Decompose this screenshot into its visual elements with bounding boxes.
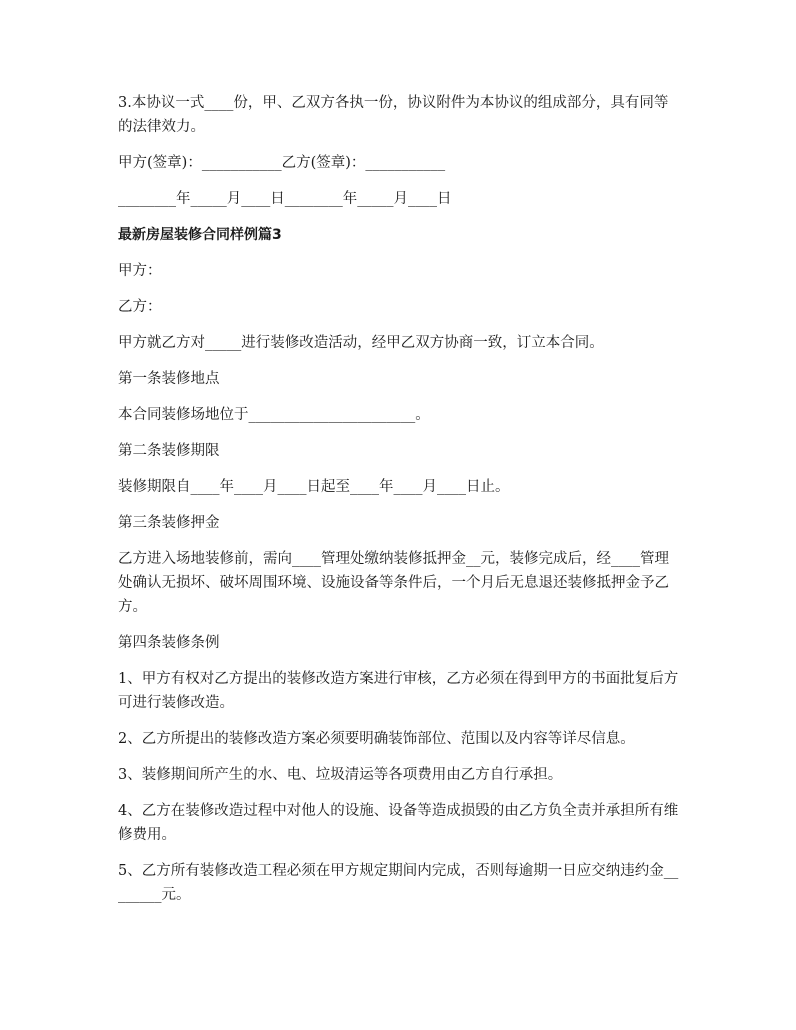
article-3-body: 乙方进入场地装修前，需向____管理处缴纳装修抵押金__元，装修完成后，经____管理处确认无损坏、破坏周围环境、设施设备等条件后，一个月后无息退还装修抵押金予乙方。 [118, 551, 669, 615]
article-2-title: 第二条装修期限 [118, 443, 220, 459]
rule-5: 5、乙方所有装修改造工程必须在甲方规定期间内完成，否则每逾期一日应交纳违约金________元。 [118, 863, 679, 903]
rule-3: 3、装修期间所产生的水、电、垃圾清运等各项费用由乙方自行承担。 [118, 767, 563, 783]
article-3-title: 第三条装修押金 [118, 515, 220, 531]
article-4-title: 第四条装修条例 [118, 635, 220, 651]
clause-copies: 3.本协议一式____份，甲、乙双方各执一份，协议附件为本协议的组成部分，具有同等的法律效力。 [118, 95, 669, 135]
party-a-field: 甲方： [118, 263, 162, 279]
article-2-body: 装修期限自____年____月____日起至____年____月____日止。 [118, 479, 510, 495]
article-1-title: 第一条装修地点 [118, 371, 220, 387]
rule-1: 1、甲方有权对乙方提出的装修改造方案进行审核，乙方必须在得到甲方的书面批复后方可进行装修改造。 [118, 671, 679, 711]
document-body [118, 91, 682, 919]
party-b-field: 乙方： [118, 299, 162, 315]
rule-2: 2、乙方所提出的装修改造方案必须要明确装饰部位、范围以及内容等详尽信息。 [118, 731, 635, 747]
signature-line: 甲方(签章)：___________乙方(签章)：___________ [118, 155, 446, 171]
rule-4: 4、乙方在装修改造过程中对他人的设施、设备等造成损毁的由乙方负全责并承担所有维修费用。 [118, 803, 679, 843]
article-1-body: 本合同装修场地位于_______________________。 [118, 407, 430, 423]
section-heading: 最新房屋装修合同样例篇3 [118, 227, 282, 243]
date-line: ________年_____月____日________年_____月____日 [118, 191, 452, 207]
contract-intro: 甲方就乙方对_____进行装修改造活动，经甲乙双方协商一致，订立本合同。 [118, 335, 604, 351]
